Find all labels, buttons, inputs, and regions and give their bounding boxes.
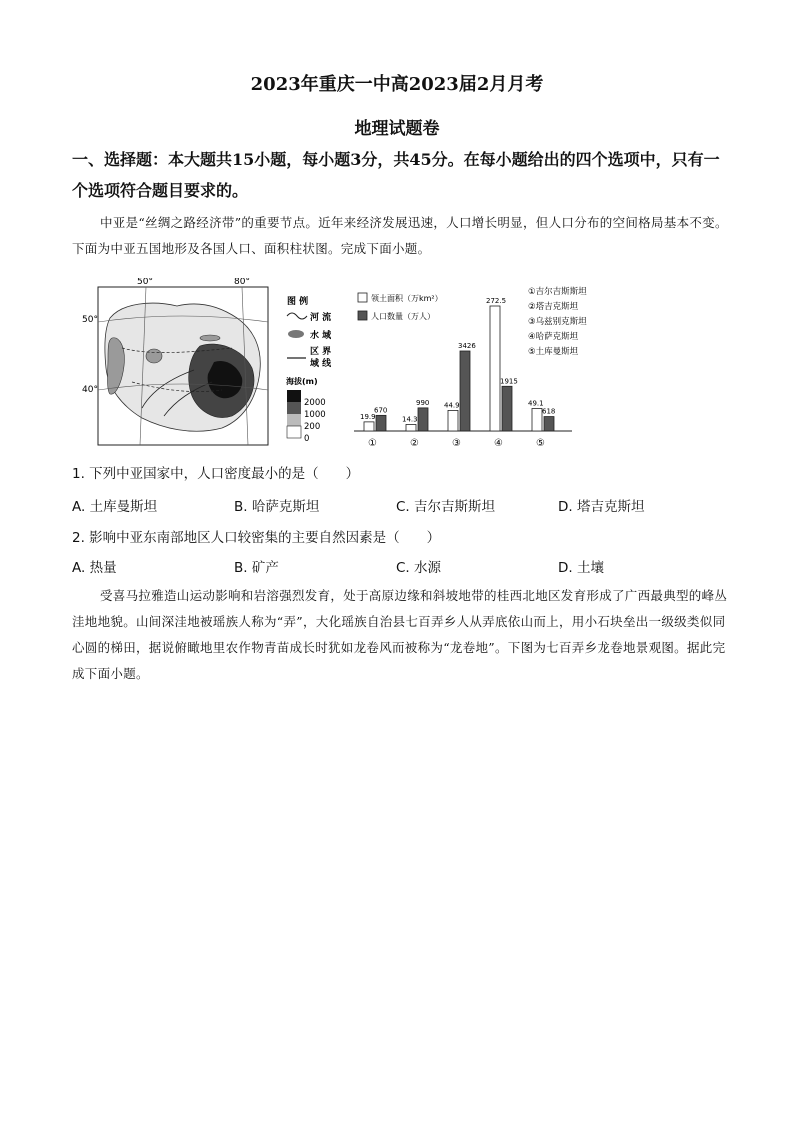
x-tick-2: ② — [410, 438, 419, 448]
q1-option-a[interactable]: A. 土库曼斯坦 — [72, 499, 158, 515]
q2-option-b[interactable]: B. 矿产 — [234, 560, 279, 576]
legend-river: 河 流 — [310, 313, 332, 323]
elev-tick-0: 0 — [304, 434, 310, 444]
label-area-5: 49.1 — [528, 399, 544, 408]
map-legend — [285, 295, 332, 444]
x-tick-5: ⑤ — [536, 438, 545, 448]
figure-central-asia — [82, 278, 612, 448]
bar-area-1 — [364, 422, 374, 431]
elev-tick-200: 200 — [304, 422, 321, 432]
country-list — [528, 286, 587, 357]
country-name-1: ①吉尔吉斯斯坦 — [528, 287, 587, 297]
lat-label-50: 50° — [82, 315, 98, 325]
legend-river-icon — [287, 313, 307, 319]
q1-option-d[interactable]: D. 塔吉克斯坦 — [558, 499, 645, 515]
x-tick-3: ③ — [452, 438, 461, 448]
label-pop-2: 990 — [416, 398, 430, 407]
q1-option-c[interactable]: C. 吉尔吉斯斯坦 — [396, 499, 496, 515]
label-pop-4: 1915 — [500, 377, 518, 386]
legend-water-icon — [288, 330, 304, 338]
q2-option-a[interactable]: A. 热量 — [72, 560, 117, 576]
label-area-3: 44.9 — [444, 401, 460, 410]
country-name-3: ③乌兹别克斯坦 — [528, 317, 587, 327]
figure-svg — [82, 278, 612, 448]
legend-water: 水 域 — [310, 331, 332, 341]
elev-swatch-mid — [287, 402, 301, 414]
passage-2: 受喜马拉雅造山运动影响和岩溶强烈发育，处于高原边缘和斜坡地带的桂西北地区发育形成了广西最典型的峰丛洼地地貌。山间深洼地被瑶族人称为“弄”，大化瑶族自治县七百弄乡人从弄底依山而上，用小石块垒出一级级类似同心圆的梯田，据说俯瞰地里农作物青苗成长时犹如龙卷风而被称为“龙卷地”。下图为七百弄乡龙卷地景观图。据此完成下面小题。 — [72, 588, 728, 681]
label-area-1: 19.9 — [360, 412, 376, 421]
bar-area-4 — [490, 306, 500, 431]
chart-legend-pop-swatch — [358, 311, 367, 320]
lon-label-50: 50° — [137, 278, 153, 287]
bar-pop-2 — [418, 408, 428, 431]
label-pop-3: 3426 — [458, 342, 476, 350]
country-name-4: ④哈萨克斯坦 — [528, 332, 579, 342]
legend-border2: 域 线 — [310, 359, 332, 369]
terrain-map — [82, 278, 268, 445]
exam-subtitle: 地理试题卷 — [354, 119, 440, 139]
section-heading: 一、选择题：本大题共15小题，每小题3分，共45分。在每小题给出的四个选项中，只有一个选项符合题目要求的。 — [72, 150, 720, 200]
elev-title: 海拔(m) — [286, 377, 318, 386]
bar-area-2 — [406, 424, 416, 431]
chart-legend-area-swatch — [358, 293, 367, 302]
legend-border: 区 界 — [310, 347, 332, 357]
exam-title: 2023年重庆一中高2023届2月月考 — [250, 74, 544, 95]
bar-pop-1 — [376, 415, 386, 431]
label-area-4: 272.5 — [486, 297, 507, 305]
chart-legend-area: 领土面积（万km²） — [371, 294, 443, 303]
q2-option-c[interactable]: C. 水源 — [396, 560, 442, 576]
map-aral — [146, 349, 162, 363]
bar-area-5 — [532, 408, 542, 431]
x-tick-1: ① — [368, 438, 377, 448]
elev-swatch-high — [287, 390, 301, 402]
country-name-5: ⑤土库曼斯坦 — [528, 347, 579, 357]
elev-tick-1000: 1000 — [304, 410, 326, 420]
lat-label-40: 40° — [82, 385, 98, 395]
q1-option-b[interactable]: B. 哈萨克斯坦 — [234, 499, 320, 515]
label-pop-5: 618 — [542, 407, 556, 416]
x-tick-4: ④ — [494, 438, 503, 448]
passage-1: 中亚是“丝绸之路经济带”的重要节点。近年来经济发展迅速，人口增长明显，但人口分布的空间格局基本不变。下面为中亚五国地形及各国人口、面积柱状图。完成下面小题。 — [72, 215, 728, 256]
question-1-stem: 1. 下列中亚国家中，人口密度最小的是（ ） — [72, 466, 360, 482]
elev-swatch-low — [287, 414, 301, 426]
map-balkhash — [200, 335, 220, 341]
question-2-stem: 2. 影响中亚东南部地区人口较密集的主要自然因素是（ ） — [72, 530, 441, 546]
bar-chart — [354, 286, 587, 448]
label-pop-1: 670 — [374, 406, 388, 415]
bar-area-3 — [448, 410, 458, 431]
chart-legend-pop: 人口数量（万人） — [371, 312, 435, 321]
elev-swatch-base — [287, 426, 301, 438]
q2-option-d[interactable]: D. 土壤 — [558, 560, 604, 576]
lon-label-80: 80° — [234, 278, 250, 287]
bar-pop-3 — [460, 351, 470, 431]
label-area-2: 14.3 — [402, 415, 418, 424]
legend-title: 图 例 — [287, 297, 309, 307]
country-name-2: ②塔吉克斯坦 — [528, 302, 579, 312]
bar-pop-4 — [502, 386, 512, 431]
elev-tick-2000: 2000 — [304, 398, 326, 408]
bar-pop-5 — [544, 417, 554, 431]
